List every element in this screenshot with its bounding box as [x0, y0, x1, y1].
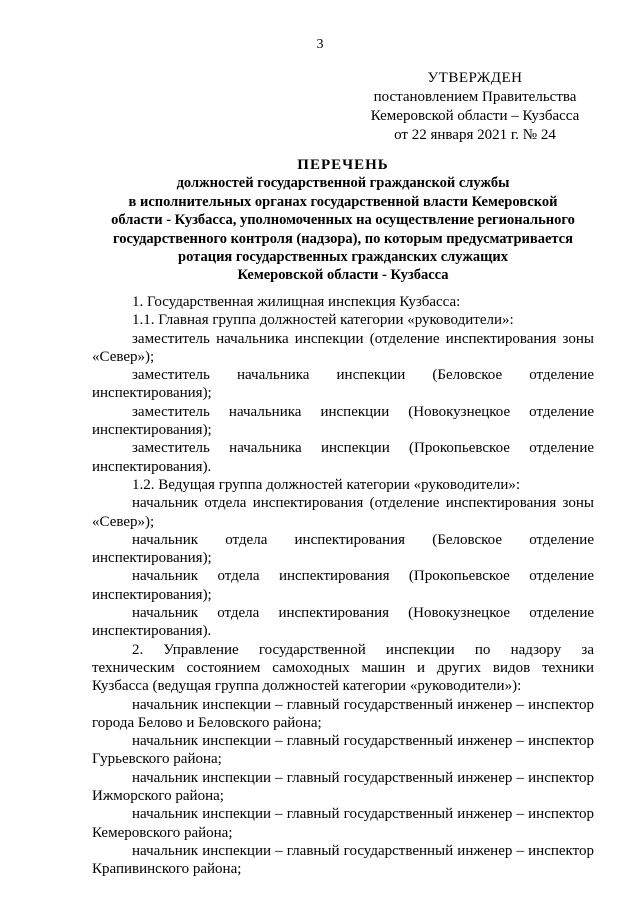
list-item-line-1: заместитель начальника инспекции (Прокопьевское отделение — [132, 440, 594, 457]
heading-line-4: государственного контроля (надзора), по которым предусматривается — [113, 230, 573, 247]
list-item-line-1: начальник отдела инспектирования (Новокузнецкое отделение — [132, 605, 594, 622]
approval-stamp — [360, 69, 590, 145]
approval-line-1: постановлением Правительства — [373, 89, 577, 105]
heading-line-3: области - Кузбасса, уполномоченных на осуществление регионального — [111, 212, 575, 229]
list-item-line-2: Кемеровского района; — [92, 824, 233, 841]
list-item-line-2: города Белово и Беловского района; — [92, 714, 322, 731]
section-2-line-2: техническим состоянием самоходных машин и других видов техники — [92, 659, 594, 676]
approval-line-2: Кемеровской области – Кузбасса — [370, 108, 580, 124]
list-item — [92, 696, 594, 733]
document-body — [92, 293, 594, 879]
list-item-line-2: Ижморского района; — [92, 788, 224, 805]
list-item — [92, 769, 594, 806]
list-item-line-2: Гурьевского района; — [92, 751, 222, 768]
list-item-line-2: Крапивинского района; — [92, 861, 242, 878]
list-item — [92, 732, 594, 769]
list-item — [92, 531, 594, 568]
list-item — [92, 567, 594, 604]
list-item-line-2: инспектирования). — [92, 623, 212, 640]
list-item — [92, 842, 594, 879]
section-2-line-3: Кузбасса (ведущая группа должностей категории «руководители»): — [92, 678, 522, 695]
list-item-line-1: начальник отдела инспектирования (Прокопьевское отделение — [132, 568, 594, 585]
list-item-line-1: начальник инспекции – главный государственный инженер – инспектор — [132, 733, 594, 750]
list-item-line-1: начальник инспекции – главный государственный инженер – инспектор — [132, 769, 594, 786]
heading-line-1: должностей государственной гражданской службы — [176, 175, 510, 192]
list-item — [92, 366, 594, 403]
list-item-line-1: заместитель начальника инспекции (отделение инспектирования зоны — [132, 330, 594, 347]
list-item — [92, 604, 594, 641]
subsection-1-2-heading: 1.2. Ведущая группа должностей категории «руководители»: — [132, 476, 521, 493]
list-item-line-1: заместитель начальника инспекции (Беловское отделение — [132, 367, 594, 384]
list-item-line-2: инспектирования); — [92, 422, 212, 439]
section-2-heading — [92, 641, 594, 696]
approval-title: УТВЕРЖДЕН — [427, 70, 523, 86]
list-item — [92, 805, 594, 842]
list-item-line-1: начальник инспекции – главный государственный инженер – инспектор — [132, 806, 594, 823]
section-2-line-1: 2. Управление государственной инспекции по надзору за — [132, 641, 594, 658]
heading-title: ПЕРЕЧЕНЬ — [297, 157, 389, 173]
list-item-line-2: «Север»); — [92, 513, 155, 530]
list-item-line-2: инспектирования); — [92, 586, 212, 603]
list-item-line-1: начальник отдела инспектирования (Беловское отделение — [132, 531, 594, 548]
list-item-line-2: инспектирования); — [92, 385, 212, 402]
list-item-line-1: начальник отдела инспектирования (отделение инспектирования зоны — [132, 495, 594, 512]
heading-line-5: ротация государственных гражданских служащих — [178, 249, 508, 266]
list-item — [92, 403, 594, 440]
heading-line-2: в исполнительных органах государственной власти Кемеровской — [128, 193, 558, 210]
subsection-1-1-heading: 1.1. Главная группа должностей категории «руководители»: — [132, 312, 514, 329]
document-heading — [92, 156, 594, 285]
list-item-line-2: инспектирования); — [92, 550, 212, 567]
page-number: 3 — [316, 37, 324, 52]
list-item — [92, 330, 594, 367]
list-item-line-1: начальник инспекции – главный государственный инженер – инспектор — [132, 842, 594, 859]
heading-line-6: Кемеровской области - Кузбасса — [237, 267, 449, 284]
approval-line-3: от 22 января 2021 г. № 24 — [394, 127, 556, 143]
section-1-heading: 1. Государственная жилищная инспекция Кузбасса: — [132, 294, 461, 310]
list-item-line-1: заместитель начальника инспекции (Новокузнецкое отделение — [132, 403, 594, 420]
list-item-line-2: инспектирования). — [92, 458, 212, 475]
list-item — [92, 439, 594, 476]
list-item-line-1: начальник инспекции – главный государственный инженер – инспектор — [132, 696, 594, 713]
list-item-line-2: «Север»); — [92, 348, 155, 365]
list-item — [92, 494, 594, 531]
